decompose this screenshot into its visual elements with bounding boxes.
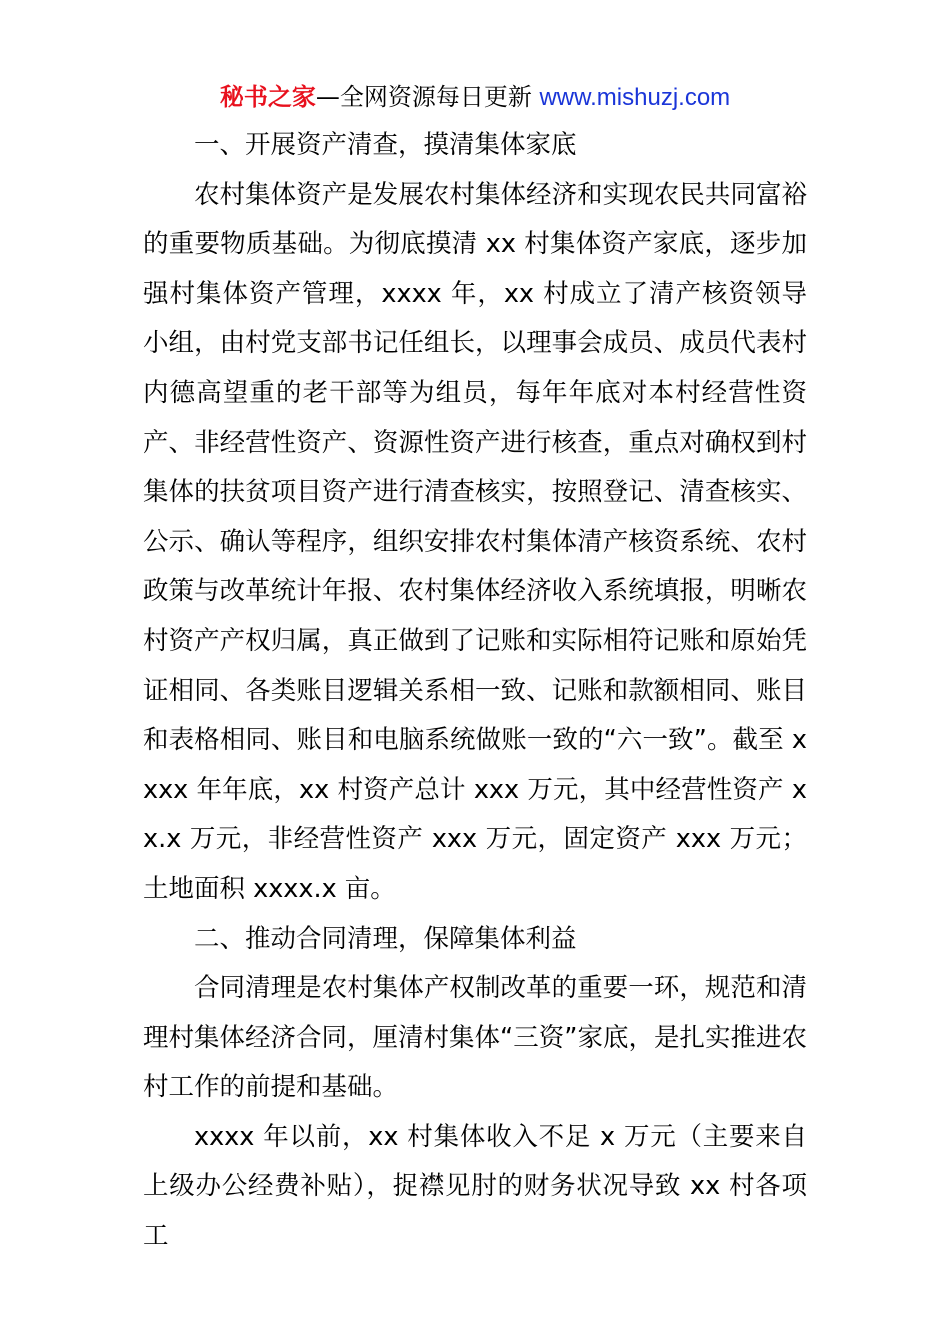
section-paragraph-1: 农村集体资产是发展农村集体经济和实现农民共同富裕的重要物质基础。为彻底摸清 xx 村集体资产家底，逐步加强村集体资产管理，xxxx 年，xx 村成立了清产核资领导小组，由村党支部书记任组长，以理事会成员、成员代表村内德高望重的老干部等为组员，每年年底对本村经营性资产、非经营性资产、资源性资产进行核查，重点对确权到村集体的扶贫项目资产进行清查核实，按照登记、清查核实、公示、确认等程序，组织安排农村集体清产核资系统、农村政策与改革统计年报、农村集体经济收入系统填报，明晰农村资产产权归属，真正做到了记账和实际相符记账和原始凭证相同、各类账目逻辑关系相一致、记账和款额相同、账目和表格相同、账目和电脑系统做账一致的“六一致”。截至 xxxx 年年底，xx 村资产总计 xxx 万元，其中经营性资产 xx.x 万元，非经营性资产 xxx 万元，固定资产 xxx 万元；土地面积 xxxx.x 亩。 [143,179,807,904]
header-tagline: —全网资源每日更新 [315,83,540,111]
section-paragraph-2b: xxxx 年以前，xx 村集体收入不足 x 万元（主要来自上级办公经费补贴），捉襟见肘的财务状况导致 xx 村各项工 [143,1121,807,1252]
site-url-link[interactable]: www.mishuzj.com [539,84,731,111]
site-header [0,82,950,113]
section-heading-1: 一、开展资产清查，摸清集体家底 [194,130,577,160]
section-heading-2: 二、推动合同清理，保障集体利益 [194,923,577,954]
section-paragraph-2a: 合同清理是农村集体产权制改革的重要一环，规范和清理村集体经济合同，厘清村集体“三资”家底，是扎实推进农村工作的前提和基础。 [143,973,807,1103]
document-body [143,121,807,1262]
brand-name: 秘书之家 [219,83,316,111]
